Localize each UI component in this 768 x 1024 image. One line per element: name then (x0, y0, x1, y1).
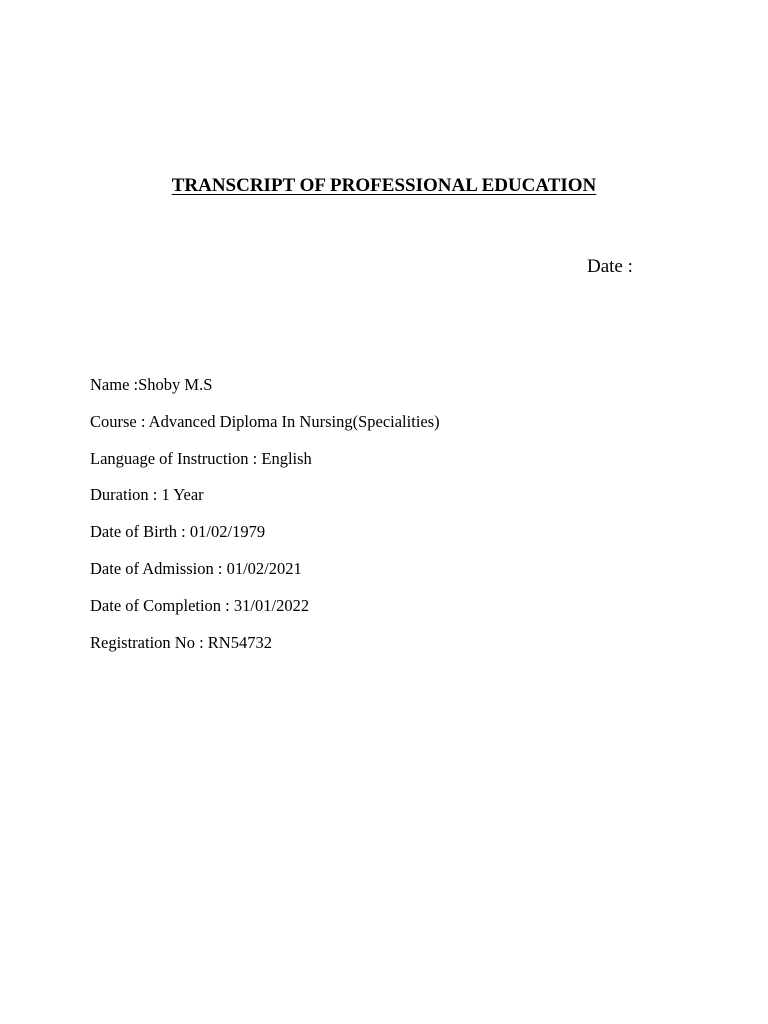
date-label: Date : (587, 256, 633, 277)
field-label: Date of Birth : (90, 522, 190, 542)
registration-number-field (90, 632, 440, 654)
admission-date-field (90, 558, 440, 580)
field-value: Advanced Diploma In Nursing(Specialities) (148, 411, 440, 431)
field-label: Name : (90, 375, 139, 394)
field-label: Course : (90, 411, 149, 431)
field-value: Shoby M.S (138, 375, 213, 394)
field-value: RN54732 (207, 632, 272, 652)
document-title: TRANSCRIPT OF PROFESSIONAL EDUCATION (171, 175, 597, 196)
field-value: English (261, 448, 312, 468)
field-label: Registration No : (90, 632, 208, 652)
name-field (90, 374, 440, 396)
field-label: Language of Instruction : (90, 448, 262, 468)
birth-date-field (90, 521, 440, 543)
course-field (90, 411, 440, 433)
field-label: Date of Completion : (90, 595, 234, 615)
field-value: 01/02/2021 (226, 558, 302, 578)
duration-field (90, 484, 440, 506)
completion-date-field (90, 595, 440, 617)
field-value: 1 Year (161, 485, 204, 505)
language-field (90, 448, 440, 470)
student-details (90, 374, 440, 668)
field-value: 31/01/2022 (233, 595, 310, 615)
field-label: Duration : (90, 485, 162, 505)
field-value: 01/02/1979 (189, 522, 266, 542)
field-label: Date of Admission : (90, 558, 227, 578)
